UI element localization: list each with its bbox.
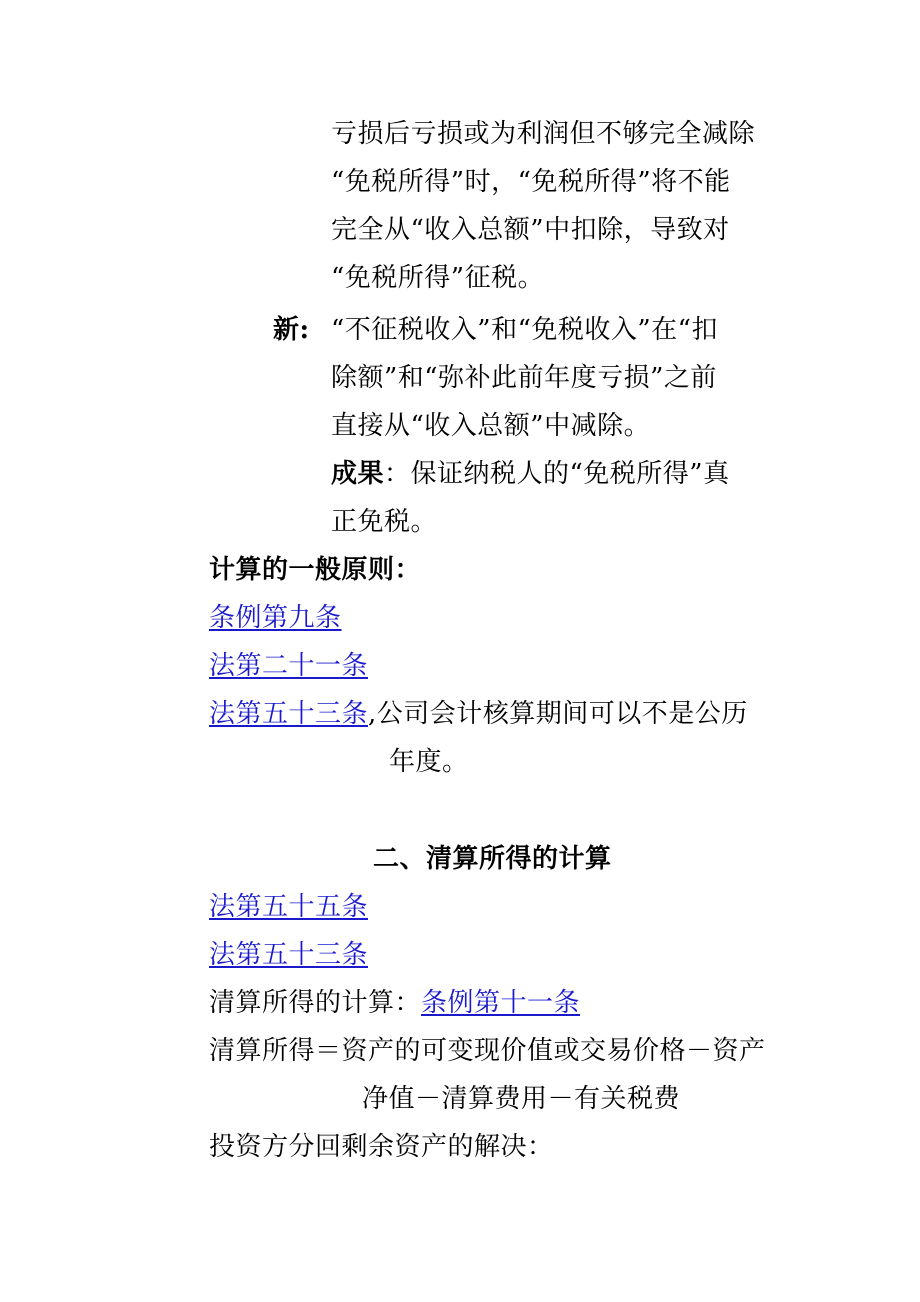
paragraph-line: 正免税。	[331, 507, 438, 537]
calc-label: 清算所得的计算：	[209, 988, 422, 1018]
law-link-line	[209, 938, 368, 972]
law-art53-note: ,公司会计核算期间可以不是公历	[368, 699, 748, 729]
law-art53-link-2[interactable]: 法第五十三条	[209, 940, 369, 970]
law-link-line	[209, 649, 368, 683]
calc-line	[209, 986, 580, 1020]
result-line	[331, 457, 730, 491]
law-art55-link[interactable]: 法第五十五条	[209, 892, 369, 922]
paragraph-line: “免税所得”征税。	[331, 263, 545, 293]
formula-line: 净值－清算费用－有关税费	[362, 1084, 681, 1114]
paragraph-line: 亏损后亏损或为利润但不够完全减除	[331, 119, 756, 149]
paragraph-line: 投资方分回剩余资产的解决：	[209, 1132, 554, 1162]
paragraph-line: 直接从“收入总额”中减除。	[331, 411, 651, 441]
formula-line: 清算所得＝资产的可变现价值或交易价格－资产	[209, 1036, 766, 1066]
paragraph-line: 年度。	[389, 747, 469, 777]
paragraph-line: 除额”和“弥补此前年度亏损”之前	[331, 363, 717, 393]
law-art53-link[interactable]: 法第五十三条	[209, 699, 369, 729]
regulation-art11-link[interactable]: 条例第十一条	[421, 988, 581, 1018]
regulation-art9-link[interactable]: 条例第九条	[209, 603, 342, 633]
law-link-line	[209, 697, 748, 731]
result-text: ：保证纳税人的“免税所得”真	[384, 459, 730, 489]
law-link-line	[209, 890, 368, 924]
new-label: 新:	[273, 315, 310, 345]
regulation-link-line	[209, 601, 342, 635]
paragraph-line: “免税所得”时，“免税所得”将不能	[331, 167, 731, 197]
paragraph-line: 完全从“收入总额”中扣除，导致对	[331, 215, 730, 245]
principles-heading: 计算的一般原则：	[209, 555, 422, 585]
result-label: 成果	[331, 459, 385, 489]
section-title: 二、清算所得的计算	[373, 844, 612, 874]
law-art21-link[interactable]: 法第二十一条	[209, 651, 369, 681]
paragraph-line: “不征税收入”和“免税收入”在“扣	[331, 315, 718, 345]
